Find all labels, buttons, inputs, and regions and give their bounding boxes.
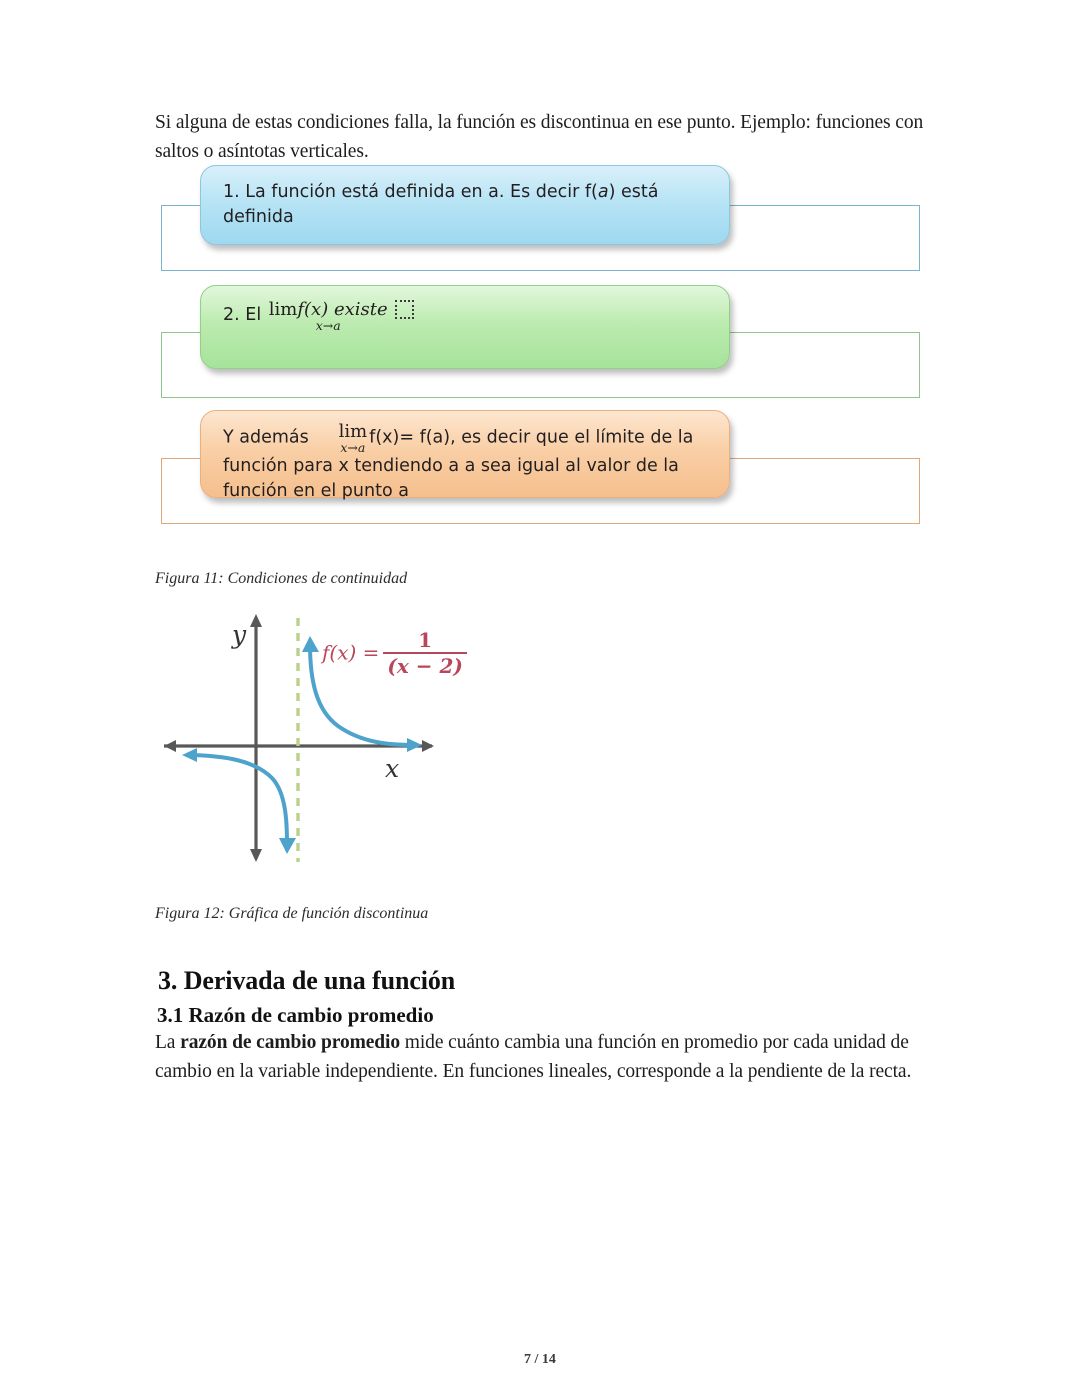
curve-left-branch-arrow-left — [182, 748, 197, 762]
formula-numerator: 1 — [383, 630, 466, 654]
curve-right-branch-arrow-up — [302, 636, 319, 652]
formula-fraction — [383, 630, 466, 678]
figure-12-graph — [150, 600, 610, 890]
limit-subscript-3: x→a — [340, 440, 366, 455]
condition-1-text-italic-a: a — [597, 182, 609, 202]
function-formula-label — [322, 630, 467, 678]
figure-11-caption: Figura 11: Condiciones de continuidad — [155, 570, 408, 587]
limit-main-row-3 — [339, 423, 368, 440]
dotted-placeholder-icon — [395, 300, 414, 319]
condition-1-text-part1: 1. La función está definida en a. Es decir f( — [223, 182, 598, 202]
figure-11-diagram — [155, 152, 930, 544]
x-axis-arrow-right — [422, 740, 434, 752]
y-axis-arrow-down — [250, 849, 262, 862]
paragraph-start: La — [155, 1031, 181, 1053]
condition-box-3 — [200, 410, 730, 501]
condition-3-line2: función para x tendiendo a a sea igual al valor de la — [223, 456, 679, 476]
limit-operator-3: lim — [338, 421, 368, 442]
curve-right-branch-arrow-right — [407, 738, 422, 752]
x-axis-label: x — [385, 754, 400, 783]
paragraph-rest: mide cuánto cambia una función en promedio por cada unidad de cambio en la variable independiente. En funciones lineales, corresponde a la pendiente de la recta. — [155, 1031, 912, 1082]
condition-2-prefix: 2. El — [223, 305, 262, 325]
limit-expression-3 — [339, 423, 368, 454]
condition-3-line3: función en el punto a — [223, 481, 409, 501]
y-axis-arrow-up — [250, 614, 262, 627]
condition-box-1 — [200, 165, 730, 245]
condition-3-line1-rest: f(x)= f(a), es decir que el límite de la — [369, 427, 694, 448]
intro-paragraph: Si alguna de estas condiciones falla, la función es discontinua en ese punto. Ejemplo: funciones con saltos o asíntotas verticales. — [155, 111, 924, 162]
curve-left-branch — [192, 755, 287, 844]
condition-box-2 — [200, 285, 730, 369]
limit-operator-2: lim — [268, 298, 298, 320]
condition-1-text-part2: ) está — [608, 182, 659, 202]
figure-12-caption: Figura 12: Gráfica de función discontinua — [155, 905, 429, 922]
limit-subscript-2: x→a — [315, 317, 341, 333]
section-3-1-paragraph — [155, 1028, 930, 1086]
page-footer: 7 / 14 — [524, 1352, 556, 1367]
paragraph-bold-term: razón de cambio promedio — [180, 1031, 401, 1053]
limit-expression-2 — [268, 298, 388, 333]
formula-denominator: (x − 2) — [387, 654, 463, 678]
x-axis-arrow-left — [164, 740, 176, 752]
formula-lhs: f(x) = — [322, 640, 380, 665]
section-heading-3: 3. Derivada de una función — [158, 965, 456, 995]
section-heading-3-1: 3.1 Razón de cambio promedio — [157, 1003, 434, 1027]
limit-main-row-2 — [268, 298, 388, 320]
curve-left-branch-arrow-down — [279, 838, 296, 854]
condition-3-prefix: Y además — [223, 427, 309, 448]
condition-1-text-line2: definida — [223, 207, 294, 227]
y-axis-label: y — [232, 620, 247, 649]
limit-body-2: f(x) existe — [297, 298, 388, 320]
